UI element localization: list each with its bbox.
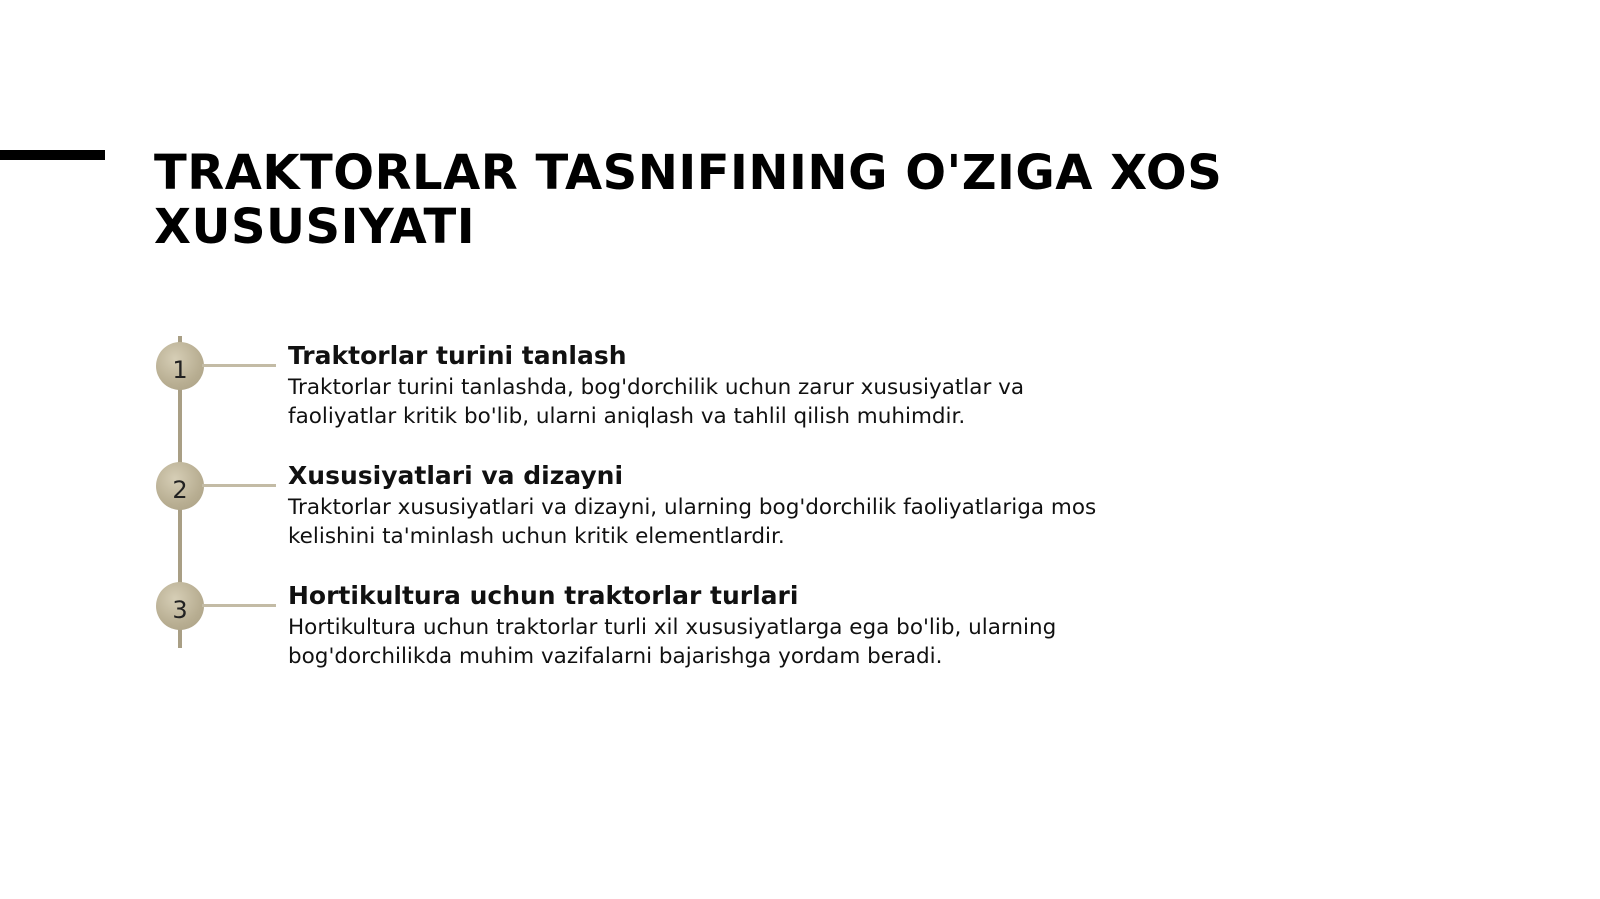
step-1-marker — [156, 342, 204, 390]
step-1-heading: Traktorlar turini tanlash — [288, 341, 627, 370]
step-3-connector — [202, 604, 276, 607]
step-3-description: Hortikultura uchun traktorlar turli xil xususiyatlarga ega bo'lib, ularning bog'dorchilikda muhim vazifalarni bajarishga yordam beradi. — [288, 615, 1057, 669]
step-2-marker — [156, 462, 204, 510]
step-3-marker — [156, 582, 204, 630]
step-2 — [288, 460, 1108, 551]
step-1-connector — [202, 364, 276, 367]
step-2-number: 2 — [172, 476, 188, 504]
step-2-heading: Xususiyatlari va dizayni — [288, 461, 624, 490]
step-3 — [288, 580, 1108, 671]
slide-title: TRAKTORLAR TASNIFINING O'ZIGA XOS XUSUSIYATI — [154, 145, 1223, 255]
step-1 — [288, 340, 1108, 431]
step-3-heading: Hortikultura uchun traktorlar turlari — [288, 581, 799, 610]
step-1-description: Traktorlar turini tanlashda, bog'dorchilik uchun zarur xususiyatlar va faoliyatlar kritik bo'lib, ularni aniqlash va tahlil qilish muhimdir. — [288, 375, 1025, 429]
step-2-connector — [202, 484, 276, 487]
step-1-number: 1 — [172, 356, 188, 384]
step-3-number: 3 — [172, 596, 188, 624]
step-2-description: Traktorlar xususiyatlari va dizayni, ularning bog'dorchilik faoliyatlariga mos kelishini ta'minlash uchun kritik elementlardir. — [288, 495, 1097, 549]
